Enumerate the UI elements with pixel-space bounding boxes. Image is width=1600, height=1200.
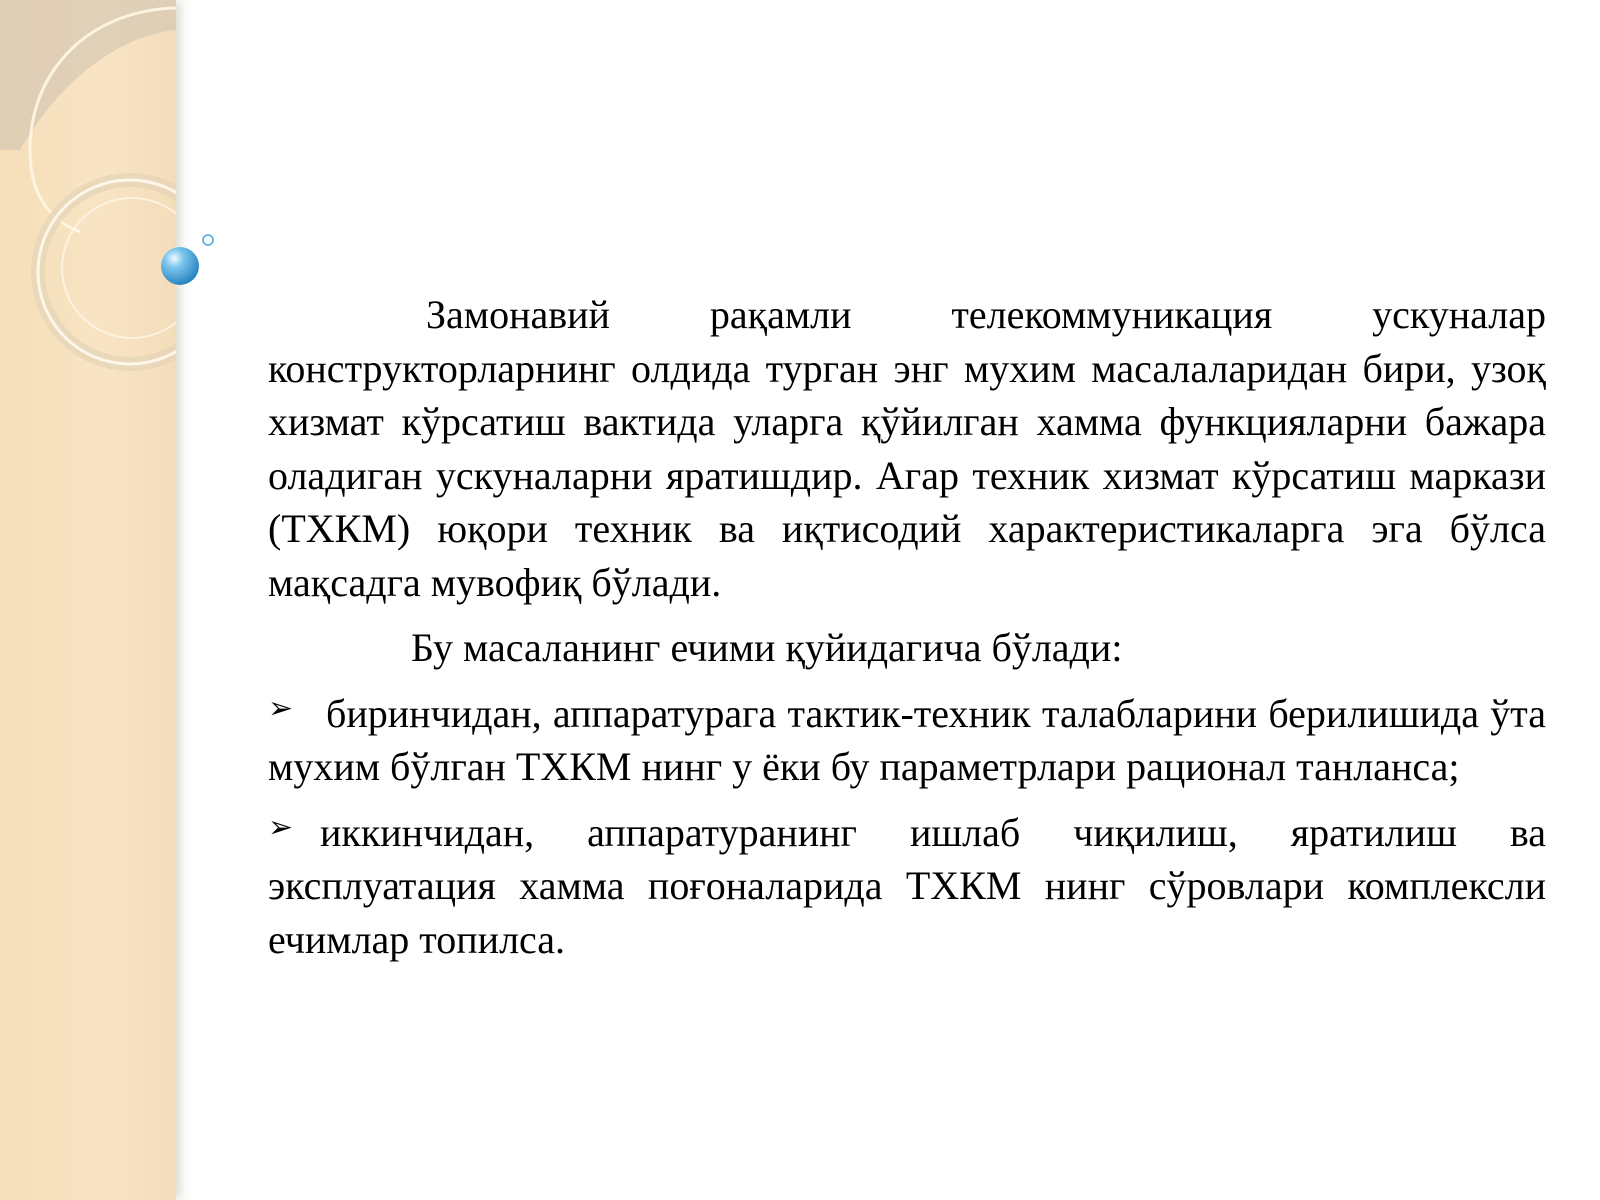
decorative-rings-graphic (0, 0, 176, 420)
blue-bubble-ornament (156, 228, 216, 288)
slide-text-body (268, 288, 1546, 966)
bullet-item-text: биринчидан, аппаратурага тактик-техник талабларини берилишида ўта мухим бўлган ТХКМ нинг у ёки бу параметрлари рационал танланса; (268, 690, 1546, 789)
arrowhead-bullet-icon: ➢ (268, 690, 294, 726)
bullet-item-second (268, 806, 1546, 967)
bullet-item-text: иккинчидан, аппаратуранинг ишлаб чиқилиш, яратилиш ва эксплуатация хамма поғоналарида ТХКМ нинг сўровлари комплексли ечимлар топилса. (268, 809, 1546, 962)
bullet-item-first (268, 687, 1546, 794)
solution-lead-paragraph: Бу масаланинг ечими қуйидагича бўлади: (411, 625, 1123, 670)
decorative-side-band (0, 0, 176, 1200)
arrowhead-bullet-icon: ➢ (268, 809, 294, 845)
intro-paragraph: Замонавий рақамли телекоммуникация ускуналар конструкторларнинг олдида турган энг мухим масалаларидан бири, узоқ хизмат кўрсатиш вактида уларга қўйилган хамма функцияларни бажара оладиган ускуналарни яратишдир. Агар техник хизмат кўрсатиш маркази (ТХКМ) юқори техник ва иқтисодий характеристикаларга эга бўлса мақсадга мувофиқ бўлади. (268, 292, 1546, 605)
